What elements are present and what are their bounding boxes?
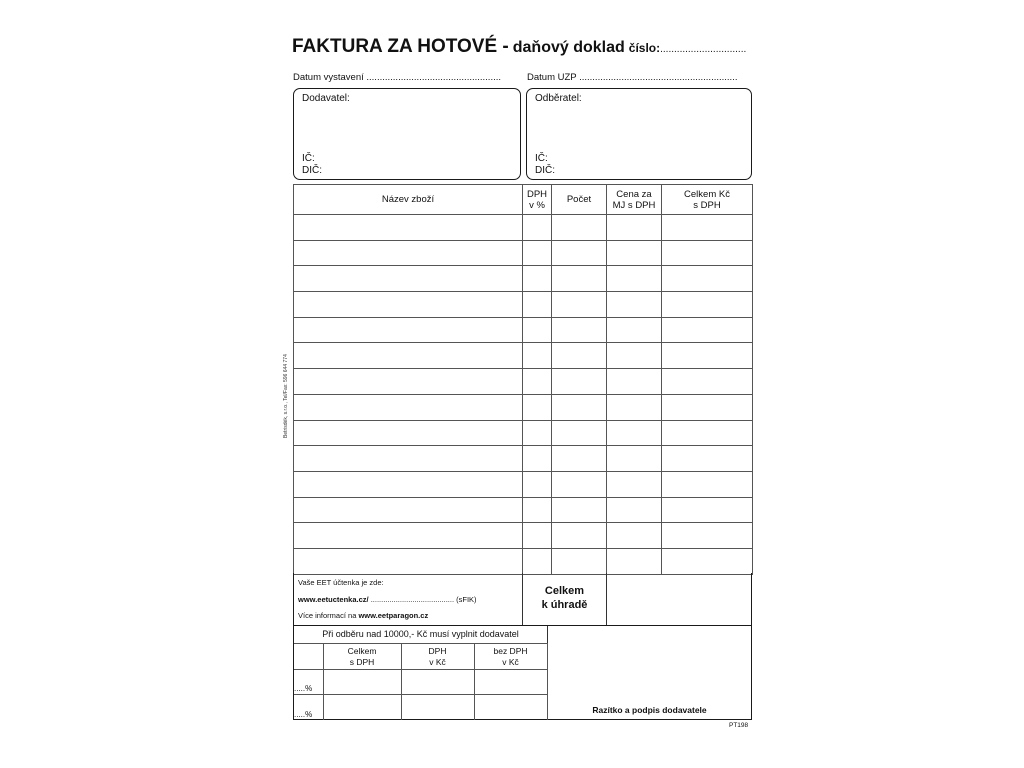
issue-date-label: Datum vystavení: [293, 72, 364, 83]
item-cell[interactable]: [662, 240, 753, 266]
eet-total-row: [293, 573, 752, 626]
item-cell[interactable]: [607, 523, 662, 549]
item-cell[interactable]: [607, 343, 662, 369]
item-cell[interactable]: [552, 471, 607, 497]
item-cell[interactable]: [607, 266, 662, 292]
items-header-row: [294, 185, 753, 215]
table-row: [294, 394, 753, 420]
vat-col-total: Celkem s DPH: [323, 644, 401, 670]
item-cell[interactable]: [552, 446, 607, 472]
item-cell[interactable]: [294, 266, 523, 292]
vat-cell[interactable]: [323, 695, 401, 720]
form-code: PT198: [729, 722, 749, 729]
table-row: [294, 471, 753, 497]
signature-label: Razítko a podpis dodavatele: [592, 705, 707, 715]
item-cell[interactable]: [294, 240, 523, 266]
item-cell[interactable]: [552, 394, 607, 420]
item-cell[interactable]: [662, 446, 753, 472]
item-cell[interactable]: [294, 446, 523, 472]
item-cell[interactable]: [607, 446, 662, 472]
col-vat-percent: DPH v %: [523, 185, 552, 215]
item-cell[interactable]: [552, 369, 607, 395]
item-cell[interactable]: [552, 240, 607, 266]
item-cell[interactable]: [523, 420, 552, 446]
item-cell[interactable]: [523, 471, 552, 497]
supplier-box[interactable]: [293, 88, 521, 180]
eet-link-row: [298, 595, 477, 604]
item-cell[interactable]: [662, 497, 753, 523]
customer-box[interactable]: [526, 88, 752, 180]
number-field[interactable]: ...............................: [660, 44, 747, 55]
item-cell[interactable]: [294, 317, 523, 343]
table-row: [294, 523, 753, 549]
item-cell[interactable]: [294, 420, 523, 446]
item-cell[interactable]: [294, 369, 523, 395]
table-row: [294, 343, 753, 369]
item-cell[interactable]: [552, 420, 607, 446]
item-cell[interactable]: [294, 343, 523, 369]
table-row: [294, 446, 753, 472]
item-cell[interactable]: [523, 266, 552, 292]
item-cell[interactable]: [523, 343, 552, 369]
item-cell[interactable]: [552, 292, 607, 318]
vat-summary-table: [294, 643, 548, 720]
issue-date-row: [293, 72, 501, 83]
vat-summary-note: Při odběru nad 10000,- Kč musí vyplnit dodavatel: [322, 629, 519, 639]
page-title: [292, 36, 746, 58]
item-cell[interactable]: [662, 317, 753, 343]
eet-more-prefix: Více informací na: [298, 611, 357, 620]
table-row: [294, 215, 753, 241]
col-unit-price: Cena za MJ s DPH: [607, 185, 662, 215]
item-cell[interactable]: [552, 497, 607, 523]
table-row: [294, 317, 753, 343]
bottom-section: [293, 625, 752, 720]
total-due-field[interactable]: [607, 573, 751, 624]
title-main: FAKTURA ZA HOTOVÉ -: [292, 36, 509, 57]
item-cell[interactable]: [662, 471, 753, 497]
item-cell[interactable]: [662, 394, 753, 420]
table-row: [294, 420, 753, 446]
item-cell[interactable]: [607, 369, 662, 395]
item-cell[interactable]: [523, 317, 552, 343]
total-due-label: Celkem k úhradě: [541, 585, 588, 611]
item-cell[interactable]: [294, 394, 523, 420]
item-cell[interactable]: [662, 292, 753, 318]
table-row: [294, 240, 753, 266]
table-row: [294, 497, 753, 523]
item-cell[interactable]: [523, 369, 552, 395]
item-cell[interactable]: [294, 292, 523, 318]
item-cell[interactable]: [523, 523, 552, 549]
item-cell[interactable]: [552, 317, 607, 343]
item-cell[interactable]: [523, 446, 552, 472]
col-quantity: Počet: [552, 185, 607, 215]
item-cell[interactable]: [607, 394, 662, 420]
eet-line: Vaše EET účtenka je zde:: [298, 578, 384, 587]
uzp-date-field[interactable]: ............................................................: [579, 72, 738, 83]
table-row: [294, 266, 753, 292]
item-cell[interactable]: [294, 497, 523, 523]
item-cell[interactable]: [523, 215, 552, 241]
customer-ic-label: IČ:: [535, 153, 548, 164]
side-print: Betrisdék, s.r.o., Tel/Fax: 596 644 774: [283, 354, 289, 438]
item-cell[interactable]: [607, 471, 662, 497]
supplier-label: Dodavatel:: [302, 93, 350, 104]
item-cell[interactable]: [607, 420, 662, 446]
table-row: [294, 292, 753, 318]
customer-dic-label: DIČ:: [535, 165, 555, 176]
item-cell[interactable]: [523, 548, 552, 574]
table-row: [294, 369, 753, 395]
title-sub: daňový doklad: [512, 39, 625, 56]
item-cell[interactable]: [552, 215, 607, 241]
item-cell[interactable]: [607, 215, 662, 241]
supplier-ic-label: IČ:: [302, 153, 315, 164]
item-cell[interactable]: [607, 497, 662, 523]
col-total: Celkem Kč s DPH: [662, 185, 753, 215]
item-cell[interactable]: [523, 497, 552, 523]
item-cell[interactable]: [523, 292, 552, 318]
item-cell[interactable]: [662, 266, 753, 292]
item-cell[interactable]: [662, 343, 753, 369]
vat-col-vat: DPH v Kč: [401, 644, 474, 670]
eet-sfik: (sFIK): [456, 595, 477, 604]
vat-cell[interactable]: [474, 670, 547, 695]
item-cell[interactable]: [662, 369, 753, 395]
issue-date-field[interactable]: ...................................................: [366, 72, 502, 83]
number-label: číslo:: [628, 41, 661, 55]
vat-rate-2[interactable]: .....%: [294, 695, 323, 720]
item-cell[interactable]: [662, 420, 753, 446]
item-cell[interactable]: [607, 240, 662, 266]
eet-more-link[interactable]: www.eetparagon.cz: [358, 611, 429, 620]
vat-rate-1[interactable]: .....%: [294, 670, 323, 695]
item-cell[interactable]: [662, 523, 753, 549]
item-cell[interactable]: [552, 548, 607, 574]
uzp-date-row: [527, 72, 737, 83]
uzp-date-label: Datum UZP: [527, 72, 577, 83]
customer-label: Odběratel:: [535, 93, 582, 104]
item-cell[interactable]: [607, 548, 662, 574]
item-cell[interactable]: [552, 266, 607, 292]
vat-cell[interactable]: [474, 695, 547, 720]
eet-link[interactable]: www.eetuctenka.cz/: [298, 595, 369, 604]
col-item-name: Název zboží: [294, 185, 523, 215]
item-cell[interactable]: [607, 292, 662, 318]
item-cell[interactable]: [607, 317, 662, 343]
item-cell[interactable]: [662, 548, 753, 574]
items-table: [293, 184, 753, 575]
eet-code-field[interactable]: ........................................: [370, 595, 455, 604]
item-cell[interactable]: [552, 523, 607, 549]
item-cell[interactable]: [294, 471, 523, 497]
vat-cell[interactable]: [401, 670, 474, 695]
item-cell[interactable]: [523, 394, 552, 420]
item-cell[interactable]: [294, 215, 523, 241]
item-cell[interactable]: [294, 548, 523, 574]
item-cell[interactable]: [552, 343, 607, 369]
item-cell[interactable]: [523, 240, 552, 266]
item-cell[interactable]: [662, 215, 753, 241]
table-row: [294, 548, 753, 574]
vat-cell[interactable]: [401, 695, 474, 720]
vat-col-base: bez DPH v Kč: [474, 644, 547, 670]
supplier-dic-label: DIČ:: [302, 165, 322, 176]
eet-more-row: [298, 611, 428, 620]
item-cell[interactable]: [294, 523, 523, 549]
vat-cell[interactable]: [323, 670, 401, 695]
